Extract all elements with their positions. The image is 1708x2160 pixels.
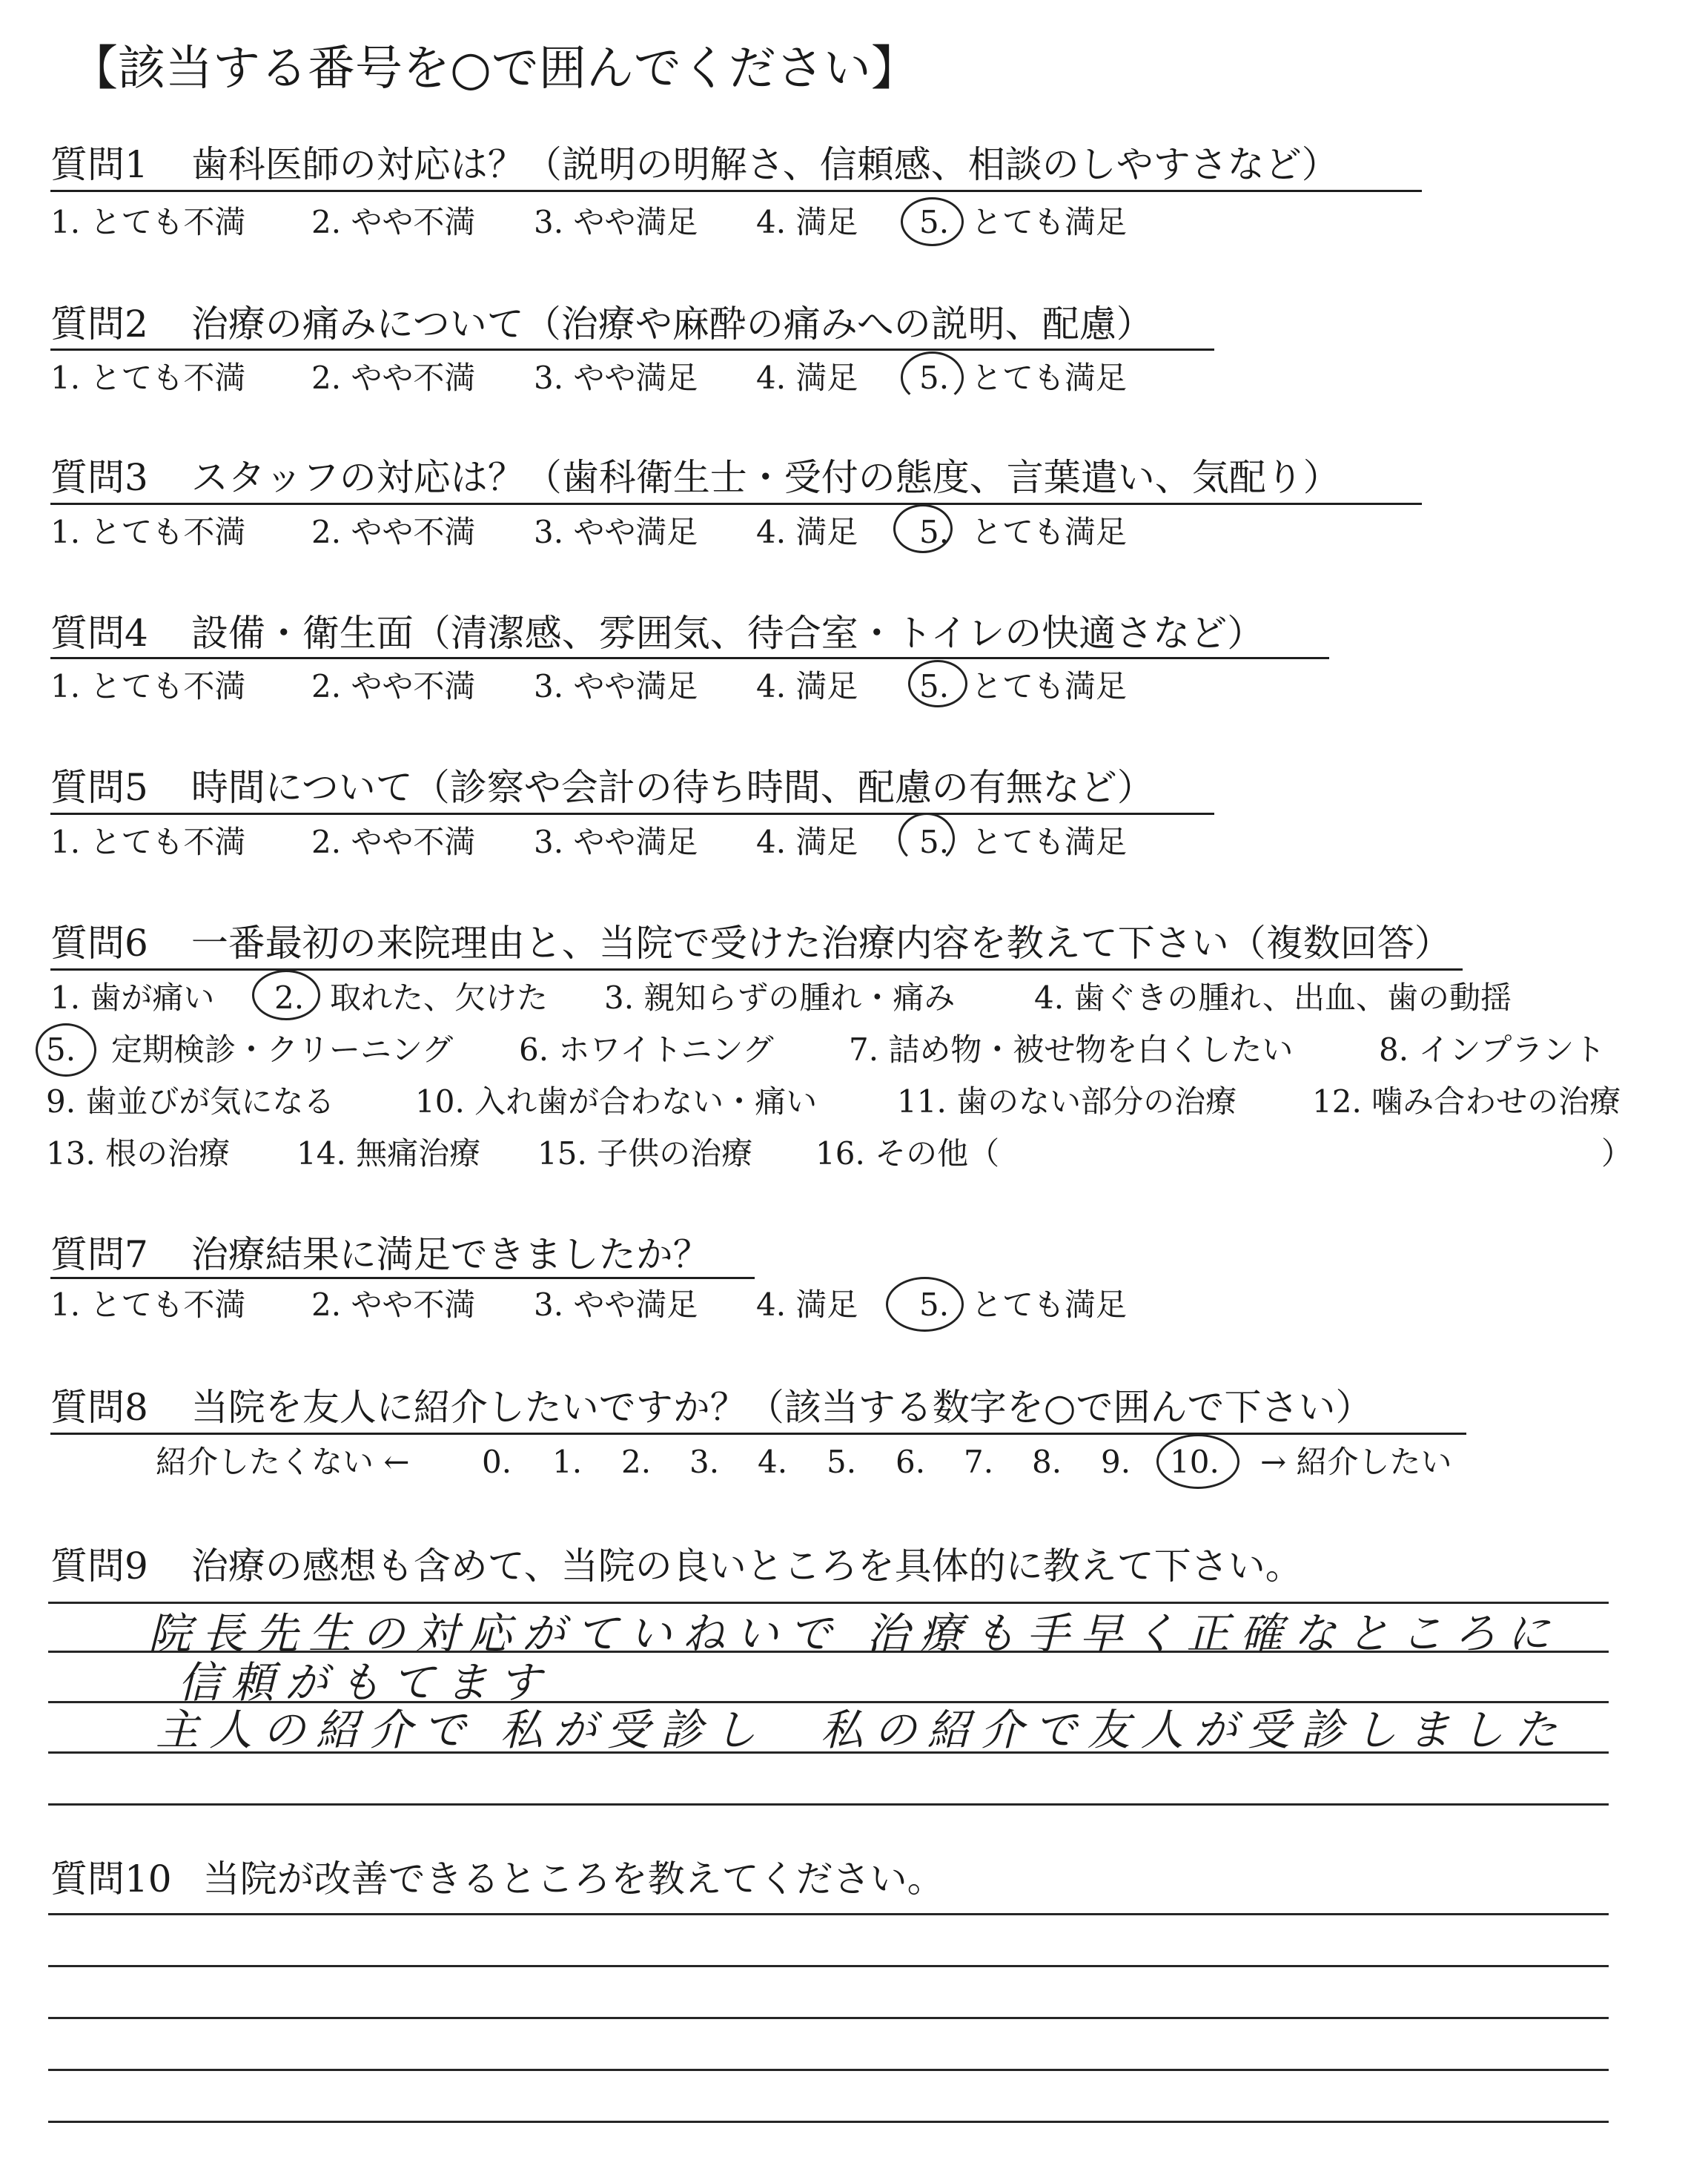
handwritten-line-1: 院長先生の対応がていねいで 治療も手早く正確なところに xyxy=(148,1608,1560,1659)
question-4 xyxy=(50,610,1264,657)
option-5-label: とても満足 xyxy=(971,514,1128,550)
question-2 xyxy=(50,300,1153,348)
question-number: 質問2 xyxy=(50,303,148,346)
option-1[interactable]: 1. とても不満 xyxy=(50,1287,246,1323)
option-alignment[interactable]: 9. 歯並びが気になる xyxy=(46,1083,335,1120)
question-6 xyxy=(50,919,1452,967)
question-9 xyxy=(50,1542,1302,1590)
answer-rule xyxy=(48,1602,1609,1604)
answer-rule xyxy=(48,2069,1609,2071)
option-1[interactable]: 1. とても不満 xyxy=(50,824,246,860)
scale-2[interactable]: 2. xyxy=(621,1444,652,1480)
handwritten-line-2: 信頼がもてます xyxy=(178,1657,552,1708)
handwritten-line-3: 主人の紹介で 私が受診し 私の紹介で友人が受診しました xyxy=(156,1705,1568,1755)
option-2[interactable]: 2. やや不満 xyxy=(311,824,476,860)
scale-8[interactable]: 8. xyxy=(1032,1444,1062,1480)
question-underline xyxy=(50,813,1214,815)
option-4[interactable]: 4. 満足 xyxy=(756,1287,858,1323)
question-underline xyxy=(50,503,1422,505)
option-broken-chipped[interactable]: 取れた、欠けた xyxy=(330,980,549,1016)
selection-circle xyxy=(1156,1434,1239,1489)
option-3[interactable]: 3. やや満足 xyxy=(534,824,698,860)
question-3 xyxy=(50,454,1340,501)
option-5[interactable]: 5. xyxy=(919,824,950,860)
selection-circle xyxy=(901,351,964,403)
question-number: 質問9 xyxy=(50,1545,148,1588)
option-2[interactable]: 2. やや不満 xyxy=(311,204,476,240)
selection-circle xyxy=(901,197,964,246)
option-5[interactable]: 5. xyxy=(919,360,950,396)
question-text: 当院を友人に紹介したいですか？（該当する数字を○で囲んで下さい） xyxy=(191,1386,1373,1429)
option-4[interactable]: 4. 満足 xyxy=(756,360,858,396)
option-1[interactable]: 1. とても不満 xyxy=(50,204,246,240)
selection-circle xyxy=(252,970,320,1020)
option-1[interactable]: 1. とても不満 xyxy=(50,514,246,550)
question-text: 当院が改善できるところを教えてください。 xyxy=(202,1857,944,1900)
answer-rule xyxy=(48,1965,1609,1967)
question-1 xyxy=(50,141,1339,188)
question-text: 設備・衛生面（清潔感、雰囲気、待合室・トイレの快適さなど） xyxy=(191,612,1265,655)
answer-rule xyxy=(48,1913,1609,1915)
option-whitening[interactable]: 6. ホワイトニング xyxy=(519,1031,774,1068)
question-number: 質問1 xyxy=(50,143,148,186)
answer-rule xyxy=(48,1803,1609,1806)
option-children[interactable]: 15. 子供の治療 xyxy=(537,1135,753,1172)
selection-circle xyxy=(898,813,955,865)
answer-rule xyxy=(48,2121,1609,2123)
question-text: 時間について（診察や会計の待ち時間、配慮の有無など） xyxy=(191,766,1154,809)
scale-4[interactable]: 4. xyxy=(758,1444,788,1480)
option-white-fillings[interactable]: 7. 詰め物・被せ物を白くしたい xyxy=(849,1031,1294,1068)
option-5-label: とても満足 xyxy=(971,360,1128,396)
option-3[interactable]: 3. やや満足 xyxy=(534,1287,698,1323)
option-3[interactable]: 3. やや満足 xyxy=(534,204,698,240)
option-1[interactable]: 1. とても不満 xyxy=(50,360,246,396)
scale-3[interactable]: 3. xyxy=(689,1444,720,1480)
selection-circle xyxy=(893,504,953,553)
option-5-label: とても満足 xyxy=(971,1287,1128,1323)
option-3[interactable]: 3. やや満足 xyxy=(534,514,698,550)
option-4[interactable]: 4. 満足 xyxy=(756,514,858,550)
option-5[interactable]: 5. xyxy=(919,668,950,704)
question-underline xyxy=(50,968,1463,971)
option-5[interactable]: 5. xyxy=(919,204,950,240)
option-gum-problems[interactable]: 4. 歯ぐきの腫れ、出血、歯の動揺 xyxy=(1034,980,1512,1016)
scale-1[interactable]: 1. xyxy=(552,1444,583,1480)
question-10 xyxy=(50,1855,944,1903)
option-missing-teeth[interactable]: 11. 歯のない部分の治療 xyxy=(897,1083,1237,1120)
option-1[interactable]: 1. とても不満 xyxy=(50,668,246,704)
question-number: 質問4 xyxy=(50,612,148,655)
option-3[interactable]: 3. やや満足 xyxy=(534,360,698,396)
option-bite[interactable]: 12. 噛み合わせの治療 xyxy=(1312,1083,1621,1120)
scale-right-label: → 紹介したい xyxy=(1260,1444,1452,1480)
option-2[interactable]: 2. やや不満 xyxy=(311,1287,476,1323)
option-5-label: とても満足 xyxy=(971,824,1128,860)
option-5[interactable]: 5. xyxy=(919,514,950,550)
option-3[interactable]: 3. やや満足 xyxy=(534,668,698,704)
question-underline xyxy=(50,190,1422,192)
option-dentures[interactable]: 10. 入れ歯が合わない・痛い xyxy=(415,1083,818,1120)
option-2[interactable]: 2. やや不満 xyxy=(311,360,476,396)
option-5[interactable]: 5. xyxy=(919,1287,950,1323)
question-underline xyxy=(50,349,1214,351)
question-text: 治療結果に満足できましたか？ xyxy=(191,1233,710,1276)
scale-7[interactable]: 7. xyxy=(964,1444,994,1480)
question-number: 質問3 xyxy=(50,456,148,499)
option-5-number[interactable]: 5. xyxy=(46,1031,76,1068)
option-painless[interactable]: 14. 無痛治療 xyxy=(297,1135,481,1172)
question-number: 質問5 xyxy=(50,766,148,809)
answer-rule xyxy=(48,2017,1609,2019)
question-number: 質問6 xyxy=(50,922,148,965)
selection-circle xyxy=(886,1277,964,1332)
selection-circle xyxy=(36,1023,96,1077)
scale-9[interactable]: 9. xyxy=(1101,1444,1131,1480)
question-underline xyxy=(50,657,1329,659)
option-5-label: とても満足 xyxy=(971,204,1128,240)
instruction-heading: 【該当する番号を○で囲んでください】 xyxy=(70,42,918,96)
question-text: 一番最初の来院理由と、当院で受けた治療内容を教えて下さい（複数回答） xyxy=(191,922,1452,965)
question-number: 質問10 xyxy=(50,1857,172,1900)
question-7 xyxy=(50,1231,710,1278)
scale-0[interactable]: 0. xyxy=(482,1444,512,1480)
option-2[interactable]: 2. やや不満 xyxy=(311,514,476,550)
question-text: 歯科医師の対応は？（説明の明解さ、信頼感、相談のしやすさなど） xyxy=(191,143,1339,186)
option-4[interactable]: 4. 満足 xyxy=(756,668,858,704)
option-2[interactable]: 2. やや不満 xyxy=(311,668,476,704)
scale-6[interactable]: 6. xyxy=(896,1444,926,1480)
option-5-label: とても満足 xyxy=(971,668,1128,704)
option-4[interactable]: 4. 満足 xyxy=(756,204,858,240)
question-number: 質問7 xyxy=(50,1233,148,1276)
option-4[interactable]: 4. 満足 xyxy=(756,824,858,860)
question-underline xyxy=(50,1433,1466,1435)
option-other[interactable]: 16. その他（ xyxy=(815,1135,1000,1172)
question-text: スタッフの対応は？（歯科衛生士・受付の態度、言葉遣い、気配り） xyxy=(191,456,1340,499)
question-text: 治療の痛みについて（治療や麻酔の痛みへの説明、配慮） xyxy=(191,303,1153,346)
question-number: 質問8 xyxy=(50,1386,148,1429)
option-checkup-cleaning[interactable]: 定期検診・クリーニング xyxy=(111,1031,454,1068)
option-wisdom-tooth[interactable]: 3. 親知らずの腫れ・痛み xyxy=(604,980,956,1016)
question-text: 治療の感想も含めて、当院の良いところを具体的に教えて下さい。 xyxy=(191,1545,1302,1588)
question-5 xyxy=(50,764,1154,811)
option-implant[interactable]: 8. インプラント xyxy=(1379,1031,1606,1068)
scale-10[interactable]: 10. xyxy=(1170,1444,1219,1480)
option-root-canal[interactable]: 13. 根の治療 xyxy=(46,1135,231,1172)
question-8 xyxy=(50,1384,1372,1431)
scale-5[interactable]: 5. xyxy=(827,1444,857,1480)
option-toothache[interactable]: 1. 歯が痛い xyxy=(50,980,215,1016)
option-2-number[interactable]: 2. xyxy=(274,980,305,1016)
scale-left-label: 紹介したくない ← xyxy=(156,1444,410,1480)
option-other-close-paren: ） xyxy=(1601,1135,1633,1172)
question-underline xyxy=(50,1277,755,1279)
selection-circle xyxy=(908,660,967,707)
